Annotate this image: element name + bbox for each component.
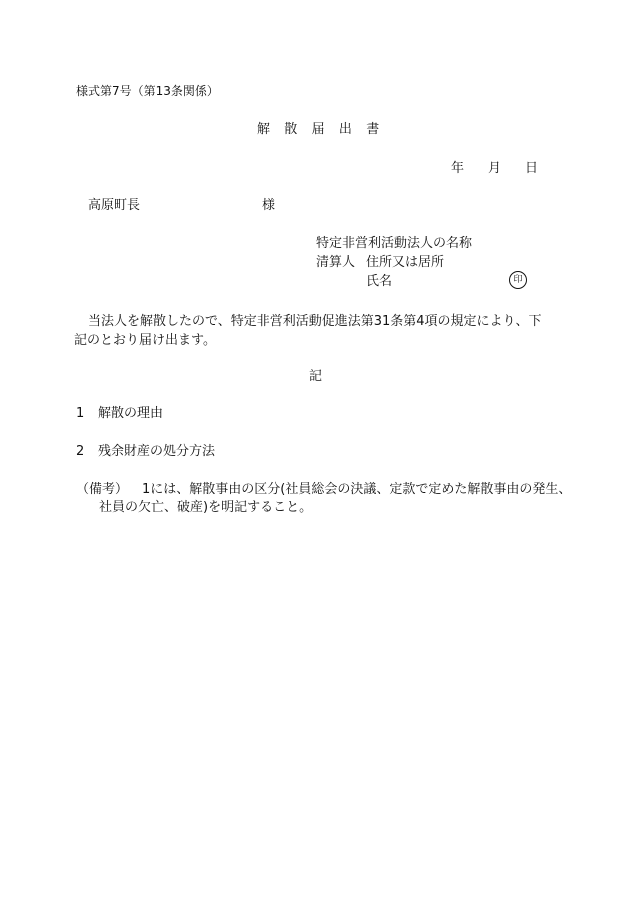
seal-icon: 印 (509, 271, 527, 289)
note-line-2: 社員の欠亡、破産)を明記すること。 (99, 500, 313, 515)
list-item (76, 406, 163, 422)
addressee-name: 高原町長 (88, 198, 141, 213)
ki-heading: 記 (309, 369, 323, 384)
item-label: 残余財産の処分方法 (98, 444, 216, 459)
name-label: 氏名 (366, 274, 393, 289)
note-label: （備考） (76, 482, 129, 497)
liquidator-label: 清算人 (316, 255, 356, 270)
org-name-label: 特定非営利活動法人の名称 (316, 236, 473, 251)
body-text: 当法人を解散したので、特定非営利活動促進法第31条第4項の規定により、下記のとおり届け出ます。 (74, 314, 542, 348)
list-item (76, 444, 215, 460)
item-number: 2 (76, 444, 85, 459)
date-year-label: 年 (451, 161, 465, 176)
date-day-label: 日 (525, 161, 539, 176)
item-number: 1 (76, 406, 85, 421)
item-label: 解散の理由 (98, 406, 164, 421)
form-number: 様式第7号（第13条関係） (76, 84, 219, 98)
note-line-1: 1には、解散事由の区分(社員総会の決議、定款で定めた解散事由の発生、 (142, 482, 572, 497)
addressee-suffix: 様 (262, 198, 276, 213)
address-label: 住所又は居所 (366, 255, 445, 270)
date-month-label: 月 (488, 161, 502, 176)
document-title: 解 散 届 出 書 (257, 122, 380, 137)
